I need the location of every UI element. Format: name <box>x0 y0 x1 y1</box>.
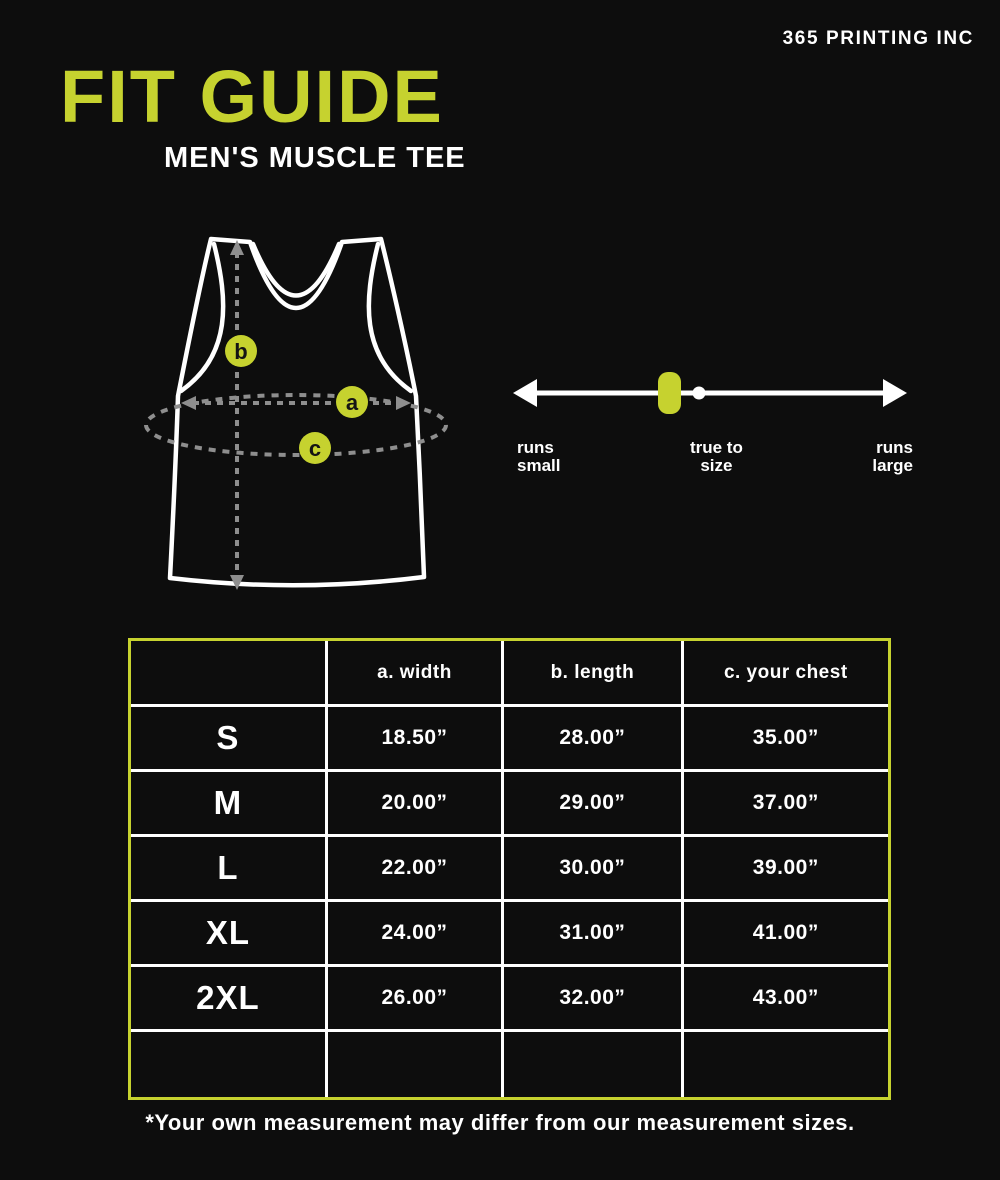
empty-cell <box>684 1032 888 1097</box>
table-row-2xl <box>131 967 888 1032</box>
table-row-m <box>131 772 888 837</box>
width-column-header: a. width <box>328 641 504 707</box>
length-cell: 31.00” <box>504 902 683 967</box>
width-cell: 26.00” <box>328 967 504 1032</box>
fit-scale-axis-icon <box>505 356 915 430</box>
chest-column-header: c. your chest <box>684 641 888 707</box>
measurement-disclaimer: *Your own measurement may differ from our measurement sizes. <box>145 1110 855 1135</box>
scale-right-arrow-icon <box>883 379 907 407</box>
size-column-header <box>131 641 328 707</box>
empty-cell <box>504 1032 683 1097</box>
runs-small-label: runs small <box>517 438 561 475</box>
chest-cell: 37.00” <box>684 772 888 837</box>
length-cell: 30.00” <box>504 837 683 902</box>
width-cell: 20.00” <box>328 772 504 837</box>
length-column-header: b. length <box>504 641 683 707</box>
marker-a-badge <box>336 386 368 418</box>
width-cell: 24.00” <box>328 902 504 967</box>
chest-cell: 41.00” <box>684 902 888 967</box>
size-cell: XL <box>131 902 328 967</box>
size-chart <box>128 638 891 1100</box>
size-chart-header-row <box>131 641 888 707</box>
empty-cell <box>131 1032 328 1097</box>
muscle-tee-illustration <box>100 228 470 600</box>
scale-center-dot-icon <box>693 387 706 400</box>
marker-c-letter: c <box>308 436 322 461</box>
chest-cell: 43.00” <box>684 967 888 1032</box>
marker-a-letter: a <box>345 390 359 415</box>
size-cell: 2XL <box>131 967 328 1032</box>
marker-b-badge <box>225 335 257 367</box>
fit-scale <box>505 356 915 475</box>
marker-c-badge <box>299 432 331 464</box>
table-row-s <box>131 707 888 772</box>
page-title: FIT GUIDE <box>60 55 444 138</box>
marker-b-letter: b <box>234 339 248 364</box>
empty-cell <box>328 1032 504 1097</box>
chest-cell: 35.00” <box>684 707 888 772</box>
length-cell: 28.00” <box>504 707 683 772</box>
page-subtitle: MEN'S MUSCLE TEE <box>164 142 466 174</box>
fit-scale-labels <box>505 439 915 475</box>
table-row-l <box>131 837 888 902</box>
size-cell: M <box>131 772 328 837</box>
runs-large-label: runs large <box>872 438 913 475</box>
width-cell: 18.50” <box>328 707 504 772</box>
length-cell: 29.00” <box>504 772 683 837</box>
table-row-empty <box>131 1032 888 1097</box>
brand-name: 365 PRINTING INC <box>782 28 974 49</box>
size-cell: S <box>131 707 328 772</box>
true-to-size-label: true to size <box>689 438 743 475</box>
scale-left-arrow-icon <box>513 379 537 407</box>
size-cell: L <box>131 837 328 902</box>
table-row-xl <box>131 902 888 967</box>
length-arrow <box>230 240 244 590</box>
chest-cell: 39.00” <box>684 837 888 902</box>
length-cell: 32.00” <box>504 967 683 1032</box>
tee-outline-icon <box>170 239 424 585</box>
width-cell: 22.00” <box>328 837 504 902</box>
fit-indicator-pill <box>658 372 681 414</box>
